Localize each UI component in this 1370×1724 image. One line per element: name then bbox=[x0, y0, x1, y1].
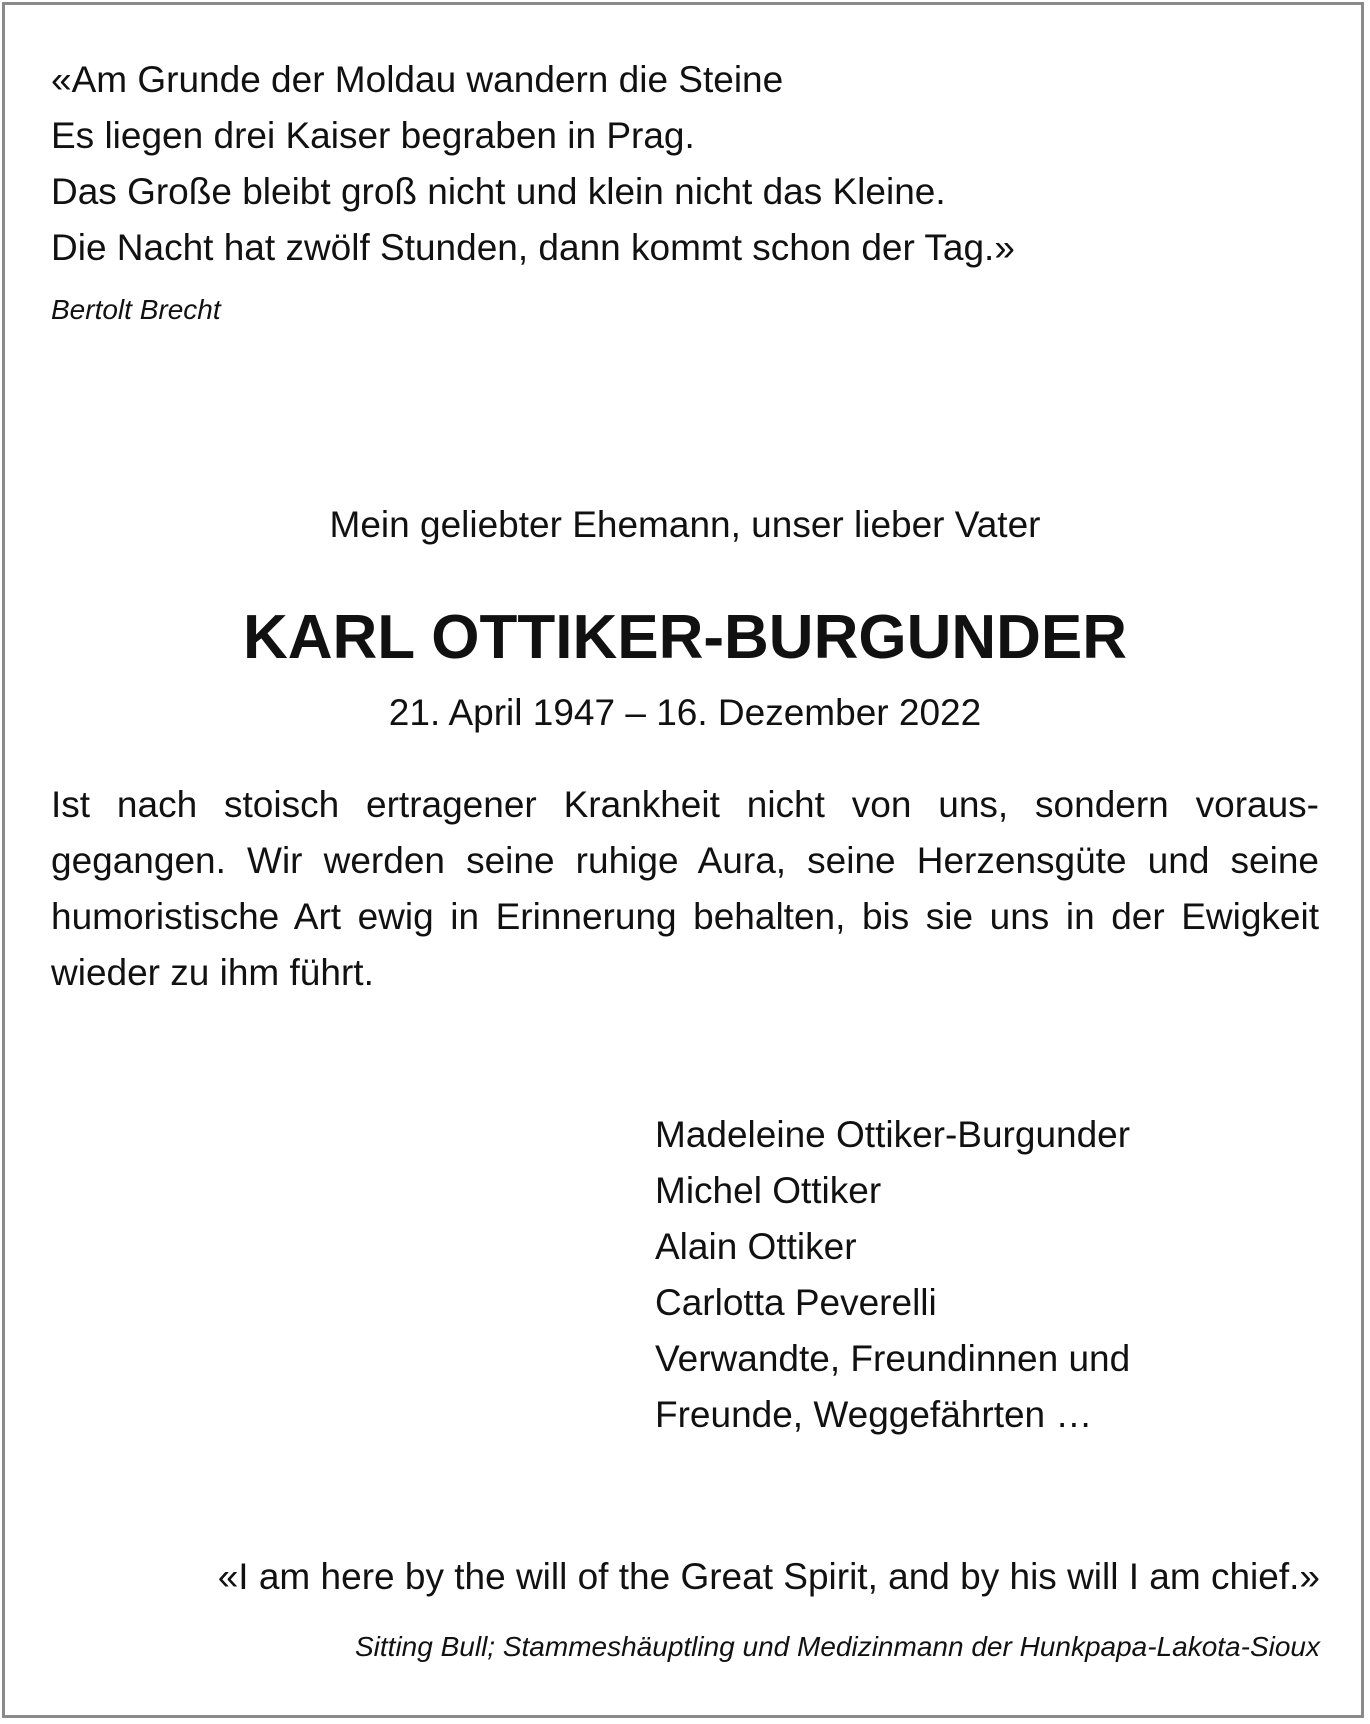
mourner-name: Alain Ottiker bbox=[655, 1226, 857, 1267]
poem-line: Das Große bleibt groß nicht und klein nicht das Kleine. bbox=[51, 171, 946, 212]
poem-line: Es liegen drei Kaiser begraben in Prag. bbox=[51, 115, 695, 156]
deceased-name: KARL OTTIKER-BURGUNDER bbox=[242, 603, 1128, 672]
obituary-text: Ist nach stoisch ertragener Krankheit nicht von uns, sondern voraus-gegangen. Wir werden seine ruhige Aura, seine Herzensgüte und seine humoristische Art ewig in Erinnerung behalten, bis sie uns in der Ewigkeit wieder zu ihm führt. bbox=[51, 784, 1319, 993]
mourner-name: Verwandte, Freundinnen und bbox=[655, 1338, 1131, 1379]
mourner-name: Madeleine Ottiker-Burgunder bbox=[655, 1114, 1131, 1155]
poem-line: «Am Grunde der Moldau wandern die Steine bbox=[51, 59, 784, 100]
closing-quote: «I am here by the will of the Great Spirit, and by his will I am chief.» bbox=[217, 1556, 1320, 1597]
poem-author: Bertolt Brecht bbox=[51, 294, 221, 325]
closing-quote-author: Sitting Bull; Stammeshäuptling und Medizinmann der Hunkpapa-Lakota-Sioux bbox=[355, 1631, 1320, 1662]
mourner-name: Carlotta Peverelli bbox=[655, 1282, 937, 1323]
mourner-name: Freunde, Weggefährten … bbox=[655, 1394, 1093, 1435]
obituary-intro: Mein geliebter Ehemann, unser lieber Vater bbox=[329, 504, 1041, 545]
poem-line: Die Nacht hat zwölf Stunden, dann kommt schon der Tag.» bbox=[51, 227, 1015, 268]
mourner-name: Michel Ottiker bbox=[655, 1170, 882, 1211]
opening-poem bbox=[51, 52, 1301, 276]
life-dates: 21. April 1947 – 16. Dezember 2022 bbox=[388, 692, 982, 733]
mourners-list bbox=[655, 1107, 1335, 1443]
